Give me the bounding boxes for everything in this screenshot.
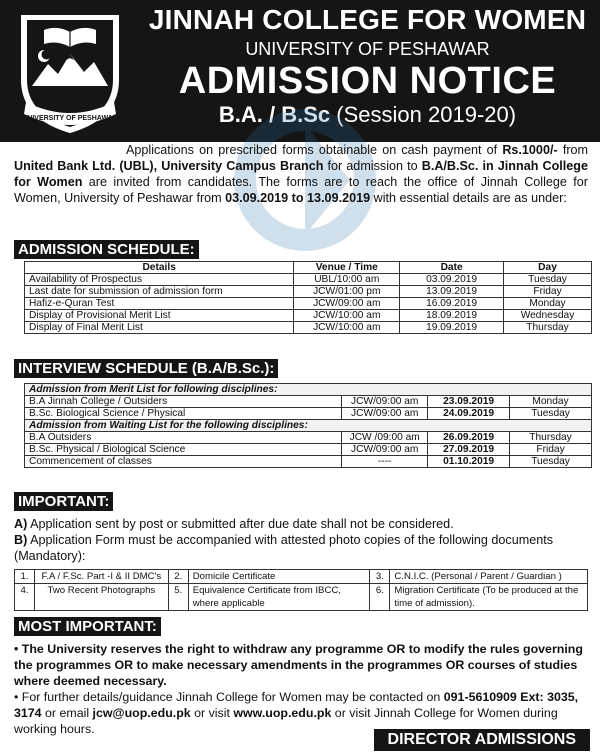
table-cell: Thursday bbox=[510, 432, 592, 444]
merit-list-subheader: Admission from Merit List for following disciplines: bbox=[25, 384, 592, 396]
table-cell: JCW/09:00 am bbox=[342, 396, 428, 408]
notice-title: ADMISSION NOTICE bbox=[178, 60, 557, 102]
table-cell: B.Sc. Physical / Biological Science bbox=[25, 444, 342, 456]
form-dates: 03.09.2019 to 13.09.2019 bbox=[225, 191, 371, 205]
table-cell: Tuesday bbox=[510, 408, 592, 420]
admission-schedule-title: ADMISSION SCHEDULE: bbox=[14, 240, 199, 259]
point-label: A) bbox=[14, 517, 28, 531]
intro-text: with essential details are as under: bbox=[370, 191, 567, 205]
table-cell: JCW /09:00 am bbox=[342, 432, 428, 444]
doc-number: 2. bbox=[168, 570, 188, 584]
reservation-clause: • The University reserves the right to withdraw any programme OR to modify the rules governing the programmes OR to make necessary amendments in the programmes OR courses of studies where deemed necessary. bbox=[14, 642, 583, 688]
university-name: UNIVERSITY OF PESHAWAR bbox=[245, 39, 490, 59]
column-header: Date bbox=[400, 262, 504, 274]
table-cell: 13.09.2019 bbox=[400, 286, 504, 298]
table-cell: Monday bbox=[504, 298, 592, 310]
table-cell: B.A Outsiders bbox=[25, 432, 342, 444]
important-body bbox=[14, 516, 588, 564]
table-cell: 03.09.2019 bbox=[400, 274, 504, 286]
table-cell: Commencement of classes bbox=[25, 456, 342, 468]
university-crest-logo bbox=[14, 10, 126, 134]
table-row bbox=[25, 322, 592, 334]
doc-number: 4. bbox=[15, 584, 35, 611]
waiting-list-subheader: Admission from Waiting List for the following disciplines: bbox=[25, 420, 592, 432]
table-cell: B.A Jinnah College / Outsiders bbox=[25, 396, 342, 408]
table-cell: Monday bbox=[510, 396, 592, 408]
table-cell: 24.09.2019 bbox=[428, 408, 510, 420]
email-address: jcw@uop.edu.pk bbox=[92, 706, 191, 720]
table-row bbox=[25, 456, 592, 468]
doc-name: Migration Certificate (To be produced at the time of admission). bbox=[390, 584, 588, 611]
doc-name: Two Recent Photographs bbox=[34, 584, 168, 611]
table-cell: 23.09.2019 bbox=[428, 396, 510, 408]
director-signature: DIRECTOR ADMISSIONS bbox=[374, 729, 590, 751]
website-address: www.uop.edu.pk bbox=[233, 706, 332, 720]
table-cell: Wednesday bbox=[504, 310, 592, 322]
table-cell: B.Sc. Biological Science / Physical bbox=[25, 408, 342, 420]
table-subheader-row bbox=[25, 384, 592, 396]
table-cell: JCW/10:00 am bbox=[294, 322, 400, 334]
column-header: Venue / Time bbox=[294, 262, 400, 274]
table-cell: Friday bbox=[504, 286, 592, 298]
table-row bbox=[25, 432, 592, 444]
table-cell: Availability of Prospectus bbox=[25, 274, 294, 286]
contact-text: or email bbox=[41, 706, 93, 720]
table-row bbox=[25, 310, 592, 322]
table-cell: Display of Provisional Merit List bbox=[25, 310, 294, 322]
table-row bbox=[25, 396, 592, 408]
doc-name: F.A / F.Sc. Part -I & II DMC's bbox=[34, 570, 168, 584]
table-row bbox=[25, 274, 592, 286]
table-cell: 16.09.2019 bbox=[400, 298, 504, 310]
table-cell: Tuesday bbox=[510, 456, 592, 468]
point-text: Application sent by post or submitted after due date shall not be considered. bbox=[27, 517, 454, 531]
contact-text: or visit Jinnah College for Women during working hours. bbox=[14, 706, 558, 736]
fee-amount: Rs.1000/- bbox=[502, 143, 558, 157]
documents-table bbox=[14, 569, 588, 611]
intro-text: Applications on prescribed forms obtainable on cash payment of bbox=[126, 143, 503, 157]
important-title: IMPORTANT: bbox=[14, 492, 113, 511]
doc-number: 3. bbox=[370, 570, 390, 584]
bank-name: United Bank Ltd. (UBL), University Campus Branch bbox=[14, 159, 324, 173]
doc-name: C.N.I.C. (Personal / Parent / Guardian ) bbox=[390, 570, 588, 584]
phone-number: 091-5610909 Ext: 3035, 3174 bbox=[14, 690, 579, 720]
table-cell: Display of Final Merit List bbox=[25, 322, 294, 334]
column-header: Day bbox=[504, 262, 592, 274]
table-cell: JCW/09:00 am bbox=[342, 444, 428, 456]
table-cell: ---- bbox=[342, 456, 428, 468]
admission-schedule-table bbox=[24, 261, 592, 334]
doc-number: 1. bbox=[15, 570, 35, 584]
table-cell: JCW/01:00 pm bbox=[294, 286, 400, 298]
important-point-b bbox=[14, 532, 588, 564]
table-cell: 26.09.2019 bbox=[428, 432, 510, 444]
program-college: B.A/B.Sc. in Jinnah College for Women bbox=[14, 159, 588, 189]
table-cell: Tuesday bbox=[504, 274, 592, 286]
table-row bbox=[25, 286, 592, 298]
doc-name: Domicile Certificate bbox=[188, 570, 370, 584]
program-name: B.A. / B.Sc bbox=[218, 102, 331, 127]
doc-number: 6. bbox=[370, 584, 390, 611]
table-cell: Thursday bbox=[504, 322, 592, 334]
important-point-a bbox=[14, 516, 588, 532]
table-row bbox=[25, 408, 592, 420]
contact-text: • For further details/guidance Jinnah College for Women may be contacted on bbox=[14, 690, 444, 704]
table-cell: JCW/10:00 am bbox=[294, 310, 400, 322]
column-header: Details bbox=[25, 262, 294, 274]
table-cell: 19.09.2019 bbox=[400, 322, 504, 334]
table-cell: 01.10.2019 bbox=[428, 456, 510, 468]
contact-text: or visit bbox=[190, 706, 234, 720]
table-header-row bbox=[25, 262, 592, 274]
intro-text: from bbox=[557, 143, 589, 157]
intro-paragraph bbox=[14, 142, 588, 206]
point-text: Application Form must be accompanied with attested photo copies of the following documents (Mandatory): bbox=[14, 533, 554, 563]
most-important-title: MOST IMPORTANT: bbox=[14, 617, 161, 636]
table-cell: 18.09.2019 bbox=[400, 310, 504, 322]
doc-number: 5. bbox=[168, 584, 188, 611]
table-cell: Last date for submission of admission form bbox=[25, 286, 294, 298]
table-cell: 27.09.2019 bbox=[428, 444, 510, 456]
logo-text: UNIVERSITY OF PESHAWAR bbox=[22, 115, 118, 122]
table-row bbox=[25, 444, 592, 456]
table-cell: Friday bbox=[510, 444, 592, 456]
table-cell: UBL/10:00 am bbox=[294, 274, 400, 286]
most-important-body bbox=[14, 641, 588, 737]
table-row bbox=[15, 570, 588, 584]
table-row bbox=[25, 298, 592, 310]
interview-schedule-table bbox=[24, 383, 592, 468]
college-name: JINNAH COLLEGE FOR WOMEN bbox=[148, 4, 587, 35]
interview-schedule-title: INTERVIEW SCHEDULE (B.A/B.Sc.): bbox=[14, 359, 278, 378]
table-cell: JCW/09:00 am bbox=[342, 408, 428, 420]
session-label: (Session 2019-20) bbox=[336, 102, 517, 127]
table-subheader-row bbox=[25, 420, 592, 432]
intro-text: are invited from candidates. The forms are to reach the office of Jinnah College for Women, University of Peshawar from bbox=[14, 175, 588, 205]
point-label: B) bbox=[14, 533, 28, 547]
intro-text: for admission to bbox=[323, 159, 422, 173]
doc-name: Equivalence Certificate from IBCC, where applicable bbox=[188, 584, 370, 611]
table-cell: JCW/09:00 am bbox=[294, 298, 400, 310]
table-row bbox=[15, 584, 588, 611]
table-cell: Hafiz-e-Quran Test bbox=[25, 298, 294, 310]
